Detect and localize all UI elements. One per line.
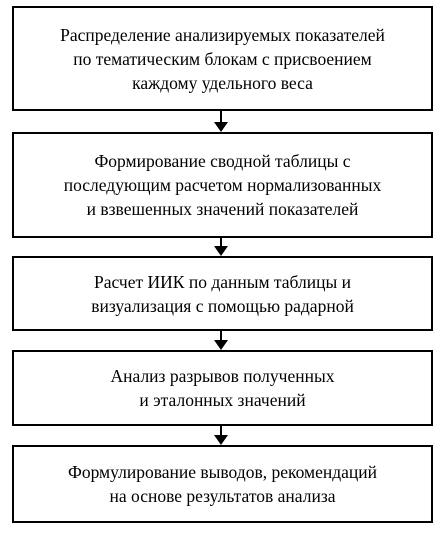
flow-step-5: [12, 445, 433, 523]
step-2-line-3: и взвешенных значений показателей: [86, 199, 359, 219]
step-2-line-1: Формирование сводной таблицы с: [94, 151, 351, 171]
flow-step-2: [12, 132, 433, 238]
arrow-down-icon: [214, 426, 228, 445]
arrow-down-icon: [214, 238, 228, 256]
flow-step-1: [12, 6, 433, 111]
arrow-down-icon: [214, 331, 228, 350]
step-1-line-3: каждому удельного веса: [132, 72, 313, 93]
step-4-line-1: Анализ разрывов полученных: [110, 366, 335, 386]
step-4-line-2: и эталонных значений: [139, 390, 306, 410]
arrow-down-icon: [214, 111, 228, 132]
step-5-line-2: на основе результатов анализа: [109, 486, 336, 506]
step-3-line-2: визуализация с помощью радарной: [91, 295, 354, 316]
step-3-line-1: Расчет ИИК по данным таблицы и: [94, 271, 351, 292]
step-5-line-1: Формулирование выводов, рекомендаций: [68, 462, 377, 482]
flow-step-3: [12, 256, 433, 331]
step-2-line-2: последующим расчетом нормализованных: [63, 175, 382, 195]
step-1-line-1: Распределение анализируемых показателей: [60, 24, 385, 45]
flow-step-4: [12, 350, 433, 426]
step-1-line-2: по тематическим блокам с присвоением: [73, 48, 372, 69]
